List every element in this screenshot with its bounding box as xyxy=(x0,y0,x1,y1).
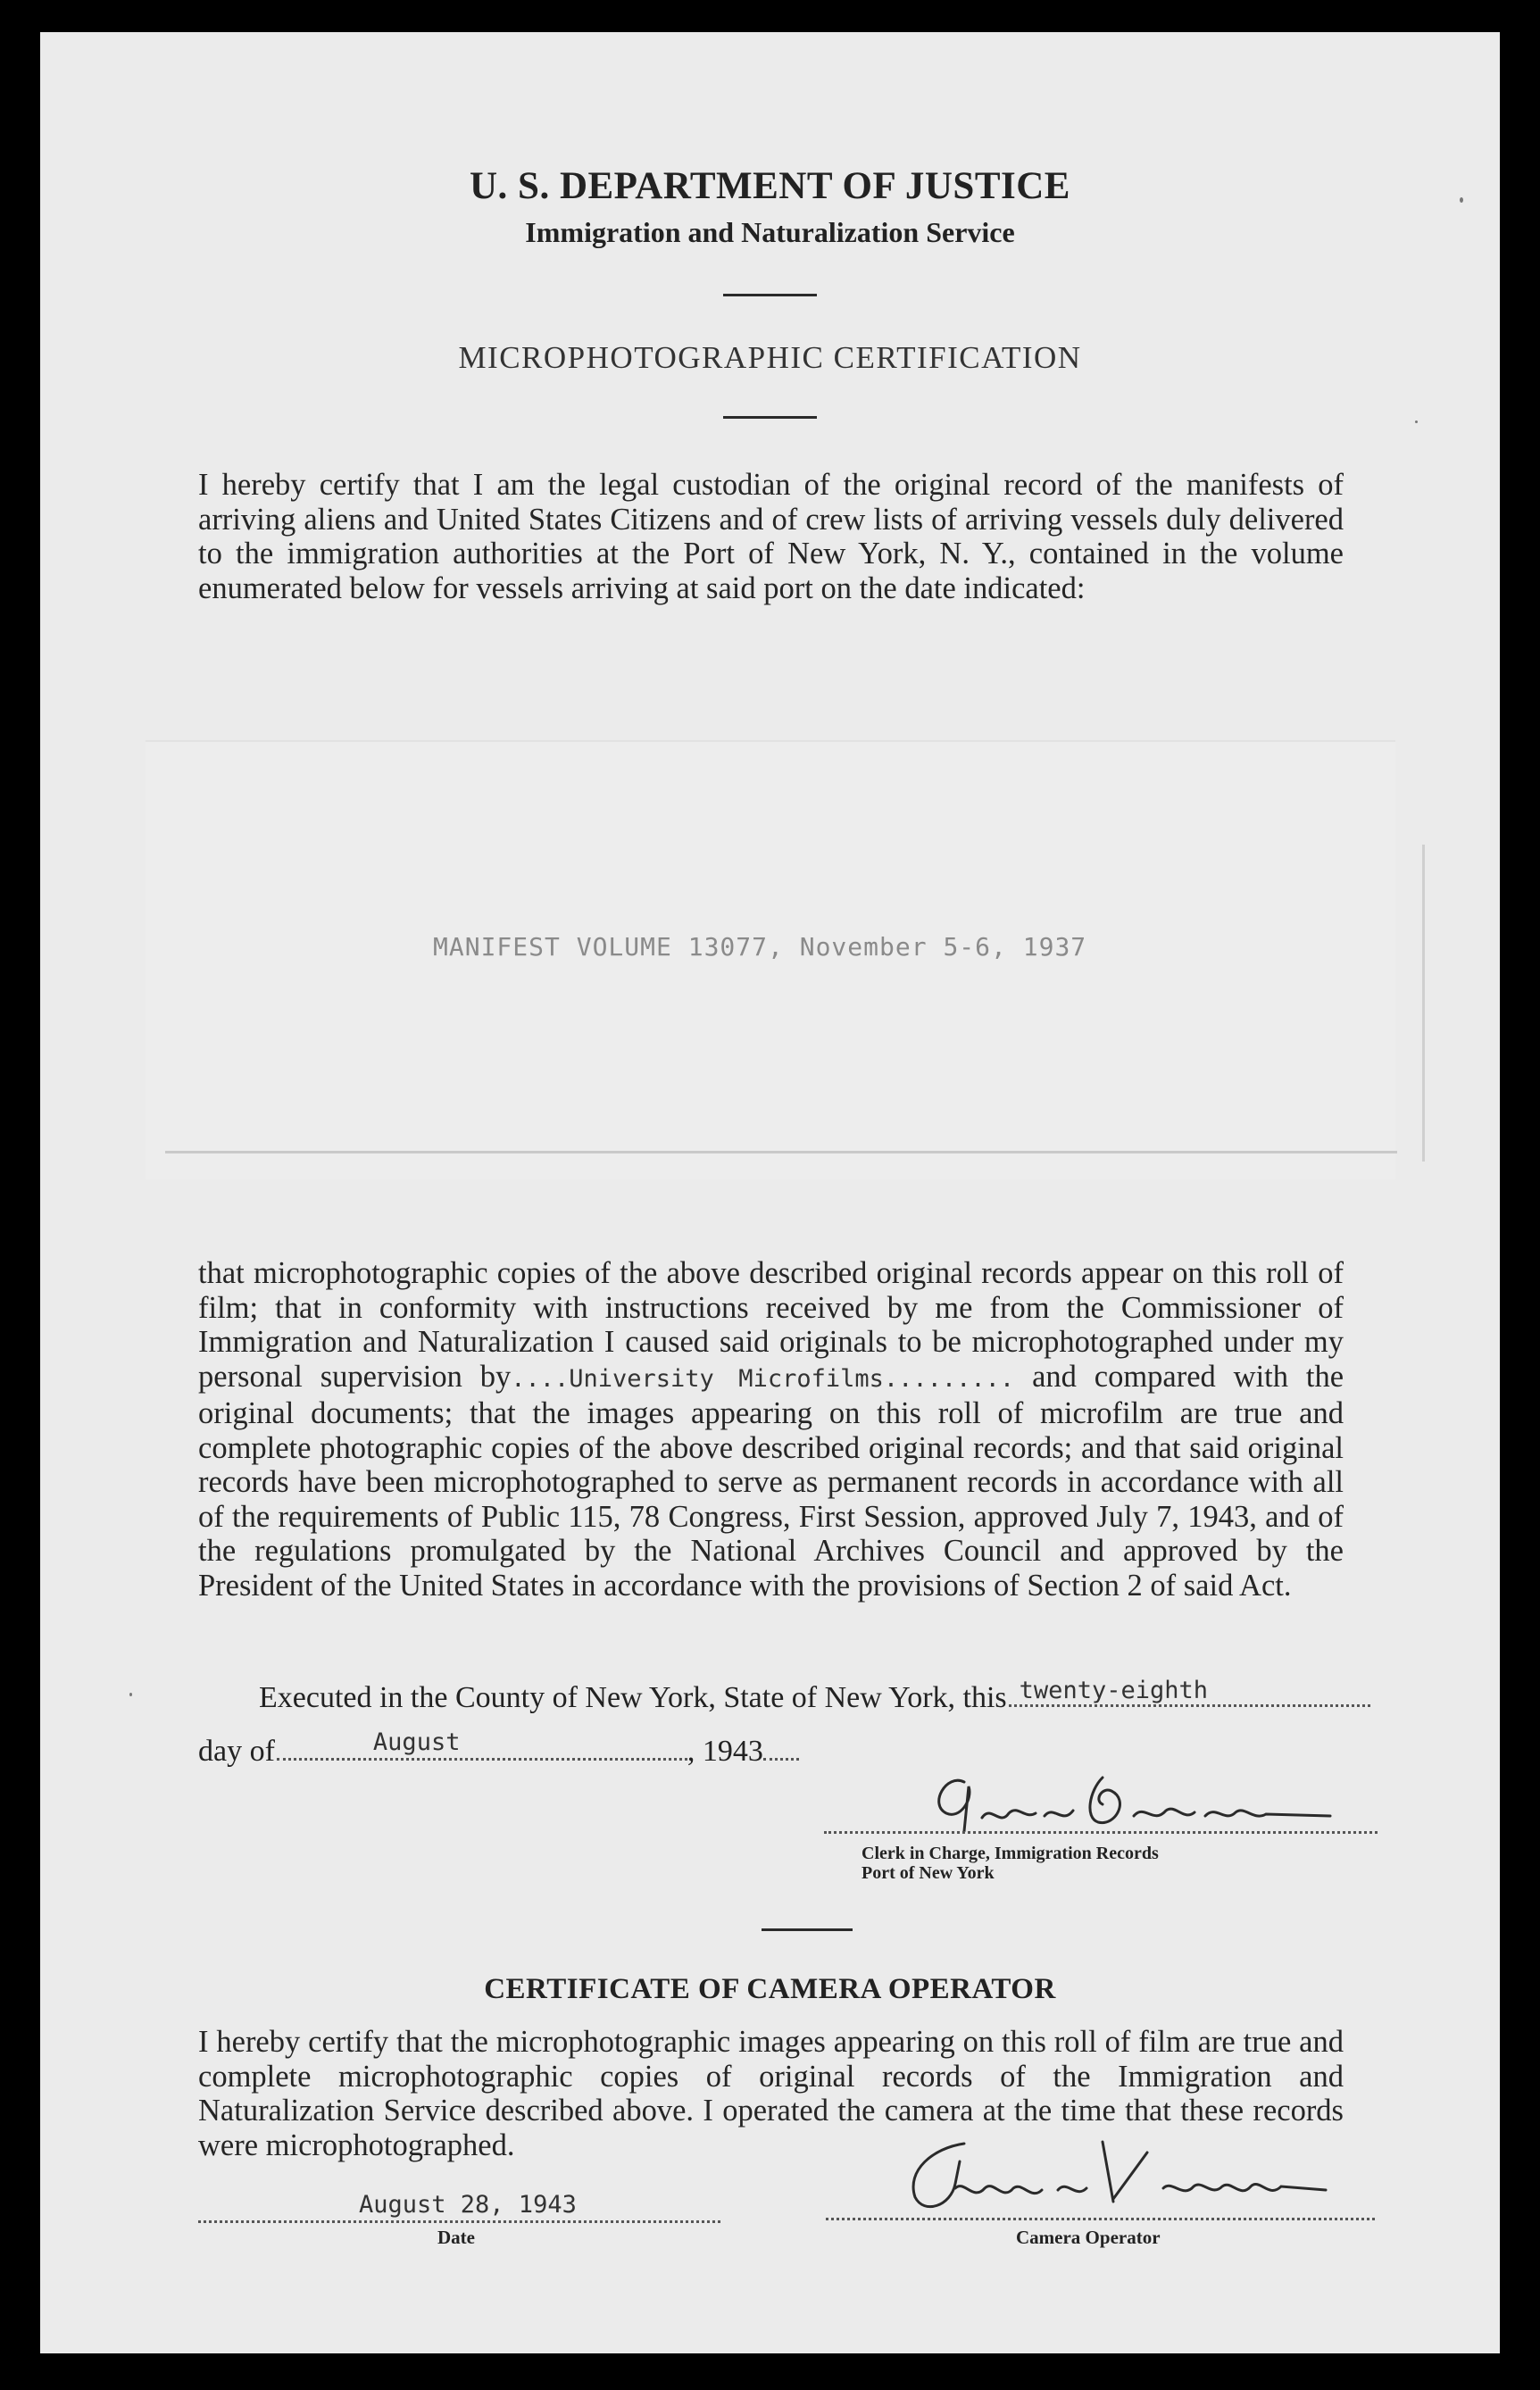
body-text-part2: and compared with the original documents; that the images appearing on this roll of microfilm are true and complete photographic copies of the above described original records; and that said original records have been microphotographed to serve as permanent records in accordance with all of the requirements of Public 115, 78 Congress, First Session, approved July 7, 1943, and of the regulations promulgated by the National Archives Council and approved by the President of the United States in accordance with the provisions of Section 2 of said Act. xyxy=(198,1359,1344,1603)
operator-label: Camera Operator xyxy=(1016,2227,1161,2248)
speck xyxy=(1460,197,1463,203)
execution-line xyxy=(259,1679,1370,1715)
speck xyxy=(129,1693,132,1696)
supervisor-value: University Microfilms xyxy=(569,1364,884,1393)
speck xyxy=(1415,421,1418,423)
body-text-part1: that microphotographic copies of the above described original records appear on this roll of film; that in conformity with instructions received by me from the Commissioner of Immigration and Naturalization I caused said originals to be microphotographed under my personal supervision by xyxy=(198,1256,1344,1394)
clerk-port-line: Port of New York xyxy=(862,1863,995,1883)
day-value: twenty-eighth xyxy=(1019,1677,1208,1704)
month-value: August xyxy=(372,1728,461,1756)
clerk-title-line: Clerk in Charge, Immigration Records xyxy=(862,1844,1159,1863)
divider-rule xyxy=(723,294,817,296)
camera-certificate-title: CERTIFICATE OF CAMERA OPERATOR xyxy=(484,1973,1056,2005)
year-dots xyxy=(763,1740,799,1761)
certificate-page xyxy=(40,32,1500,2353)
year-text: , 1943 xyxy=(687,1735,763,1768)
operator-signature-line xyxy=(826,2218,1375,2220)
band-edge xyxy=(165,1151,1397,1153)
intro-paragraph: I hereby certify that I am the legal custodian of the original record of the manifests of arriving aliens and United States Citizens and of crew lists of arriving vessels duly delivered to the immigration authorities at the Port of New York, N. Y., contained in the volume enumerated below for vessels arriving at said port on the date indicated: xyxy=(198,468,1344,605)
clerk-title xyxy=(862,1844,1159,1883)
divider-rule xyxy=(723,416,817,419)
execution-text: Executed in the County of New York, State of New York, this xyxy=(259,1681,1007,1714)
day-of-label: day of xyxy=(198,1735,275,1768)
camera-certificate-paragraph: I hereby certify that the microphotographic images appearing on this roll of film are true and complete microphotographic copies of original records of the Immigration and Naturalization Service described above. I operated the camera at the time that these records were microphotographed. xyxy=(198,2025,1344,2162)
day-field xyxy=(1009,1679,1370,1707)
department-heading: U. S. DEPARTMENT OF JUSTICE xyxy=(469,165,1070,207)
certification-title: MICROPHOTOGRAPHIC CERTIFICATION xyxy=(458,340,1082,375)
month-field xyxy=(277,1728,687,1761)
camera-operator-signature xyxy=(879,2135,1361,2224)
date-value: August 28, 1943 xyxy=(359,2191,577,2219)
clerk-signature-line xyxy=(824,1831,1378,1834)
supervisor-field: ....University Microfilms......... xyxy=(511,1364,1015,1393)
clerk-signature xyxy=(911,1764,1375,1840)
day-of-line xyxy=(198,1728,859,1769)
band-edge xyxy=(1422,845,1425,1162)
date-field xyxy=(198,2188,720,2223)
body-paragraph xyxy=(198,1256,1344,1603)
divider-rule xyxy=(762,1928,853,1931)
date-label: Date xyxy=(437,2227,475,2248)
service-subheading: Immigration and Naturalization Service xyxy=(525,216,1015,248)
manifest-volume-label: MANIFEST VOLUME 13077, November 5-6, 1937 xyxy=(433,932,1087,962)
